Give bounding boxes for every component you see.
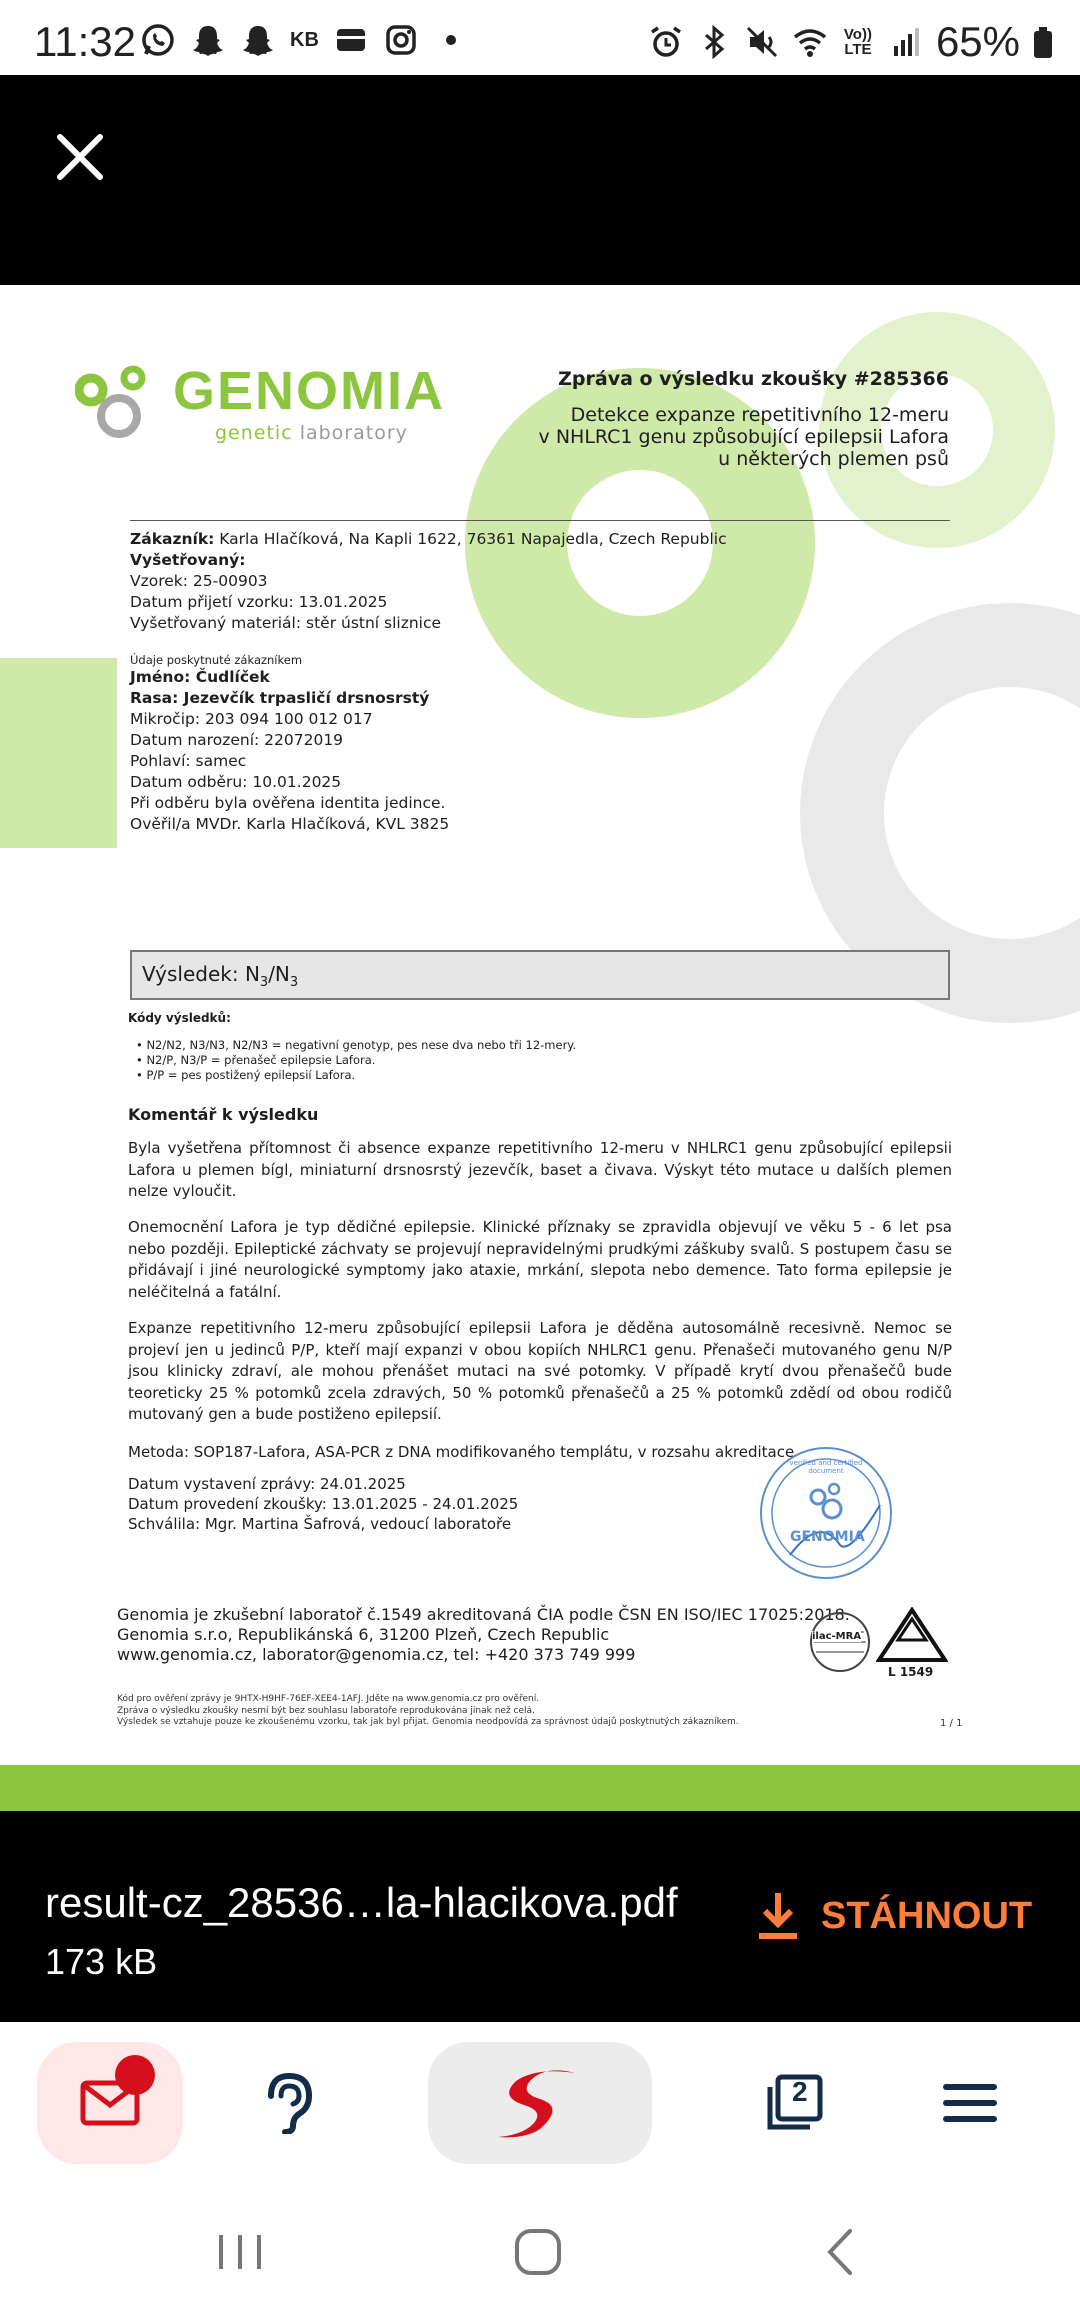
dates-block (128, 1474, 518, 1534)
identity-note: Při odběru byla ověřena identita jedince. (130, 794, 446, 812)
genomia-logo-icon (75, 360, 175, 440)
reproduction-note: Zpráva o výsledku zkoušky nesmí být bez souhlasu laboratoře reprodukována jinak než celá. (117, 1705, 535, 1716)
code-item: • P/P = pes postižený epilepsií Lafora. (136, 1068, 576, 1083)
result-genotype-sub: 3 (259, 975, 269, 990)
nav-tabs[interactable] (748, 2042, 840, 2164)
recents-icon[interactable] (205, 2217, 275, 2287)
customer-line: Zákazník: Karla Hlačíková, Na Kapli 1622, 76361 Napajedla, Czech Republic (130, 530, 727, 548)
home-icon[interactable] (503, 2217, 573, 2287)
snapchat-icon (240, 22, 276, 58)
app-bottom-nav (0, 2022, 1080, 2177)
microchip: Mikročip: 203 094 100 012 017 (130, 710, 373, 728)
report-subtitle-line: Detekce expanze repetitivního 12-meru (570, 404, 949, 426)
download-label: STÁHNOUT (821, 1894, 1033, 1937)
collection-date: Datum odběru: 10.01.2025 (130, 773, 342, 791)
file-size: 173 kB (45, 1941, 158, 1982)
result-genotype-sub: 3 (289, 975, 299, 990)
stamp-brand: GENOMIA (790, 1529, 865, 1545)
signal-icon (888, 24, 924, 60)
lab-number: L 1549 (888, 1665, 934, 1679)
battery-percent: 65% (935, 18, 1020, 65)
brand-s-logo-icon (485, 2063, 595, 2143)
decorative-band (0, 658, 117, 848)
birth-date: Datum narození: 22072019 (130, 731, 344, 749)
liability-note: Výsledek se vztahuje pouze ke zkoušenému vzorku, tak jak byl přijat. Genomia neodpovídá za správnost údajů poskytnutých zákazníkem. (117, 1717, 739, 1727)
sample-id: Vzorek: 25-00903 (130, 572, 268, 590)
tabs-count: 2 (792, 2076, 808, 2107)
ilac-mra-logo-icon (808, 1610, 872, 1674)
report-heading (539, 368, 949, 470)
volte-indicator: Vo)) LTE (843, 26, 872, 58)
method-line: Metoda: SOP187-Lafora, ASA-PCR z DNA modifikovaného templátu, v rozsahu akreditace (128, 1443, 795, 1461)
logo-tagline: genetic laboratory (215, 422, 408, 444)
viewer-header (0, 75, 1080, 285)
certification-stamp (760, 1447, 892, 1579)
nav-mail[interactable] (37, 2042, 183, 2164)
accreditation-line: Genomia je zkušební laboratoř č.1549 akreditovaná ČIA podle ČSN EN ISO/IEC 17025:2018. (117, 1605, 850, 1624)
file-name: result-cz_28536…la-hlacikova.pdf (45, 1879, 678, 1926)
codes-list (136, 1038, 576, 1083)
nav-home[interactable] (428, 2042, 652, 2164)
system-nav-bar (0, 2177, 1080, 2316)
animal-block (130, 653, 449, 835)
back-icon[interactable] (806, 2217, 876, 2287)
status-time: 11:32 (34, 18, 136, 65)
pdf-page (0, 285, 1080, 1765)
code-item: • N2/P, N3/P = přenašeč epilepsie Lafora. (136, 1053, 576, 1068)
stamp-caption: verified and certified document (789, 1459, 863, 1475)
unread-badge (115, 2055, 155, 2095)
alarm-icon (648, 24, 684, 60)
comment-paragraph: Onemocnění Lafora je typ dědičné epilepsie. Klinické příznaky se zpravidla objevují ve věku 5 - 6 let psa nebo později. Epileptické záchvaty se projevují nepravidelnými prudkými záškuby svalů. S postupem času se přidávají i jiné neurologické symptomy jako ataxie, mrkání, slepota nebo demence. Tato forma epilepsie je neléčitelná a fatální. (128, 1218, 952, 1301)
test-dates: Datum provedení zkoušky: 13.01.2025 - 24.01.2025 (128, 1495, 519, 1513)
download-button[interactable] (755, 1871, 1032, 1961)
contact-line: www.genomia.cz, laborator@genomia.cz, tel: +420 373 749 999 (117, 1645, 636, 1664)
notification-icons (140, 22, 469, 58)
animal-breed: Rasa: Jezevčík trpasličí drsnosrstý (130, 689, 430, 707)
status-bar (0, 0, 1080, 75)
mute-icon (744, 24, 780, 60)
battery-icon (1032, 24, 1054, 60)
animal-name: Jméno: Čudlíček (130, 668, 270, 686)
download-icon (755, 1889, 801, 1943)
codes-title: Kódy výsledků: (128, 1011, 231, 1025)
instagram-icon (383, 22, 419, 58)
page-bottom-strip (0, 1765, 1080, 1811)
wifi-icon (792, 24, 828, 60)
snapchat-icon (190, 22, 226, 58)
result-separator: /N (268, 962, 290, 986)
verified-by: Ověřil/a MVDr. Karla Hlačíková, KVL 3825 (130, 815, 450, 833)
report-title: Zpráva o výsledku zkoušky #285366 (558, 368, 949, 390)
bluetooth-icon (696, 24, 732, 60)
report-subtitle-line: u některých plemen psů (718, 448, 949, 470)
nav-menu[interactable] (935, 2042, 1005, 2164)
comment-paragraph: Byla vyšetřena přítomnost či absence expanze repetitivního 12-meru v NHLRC1 genu způsobující epilepsii Lafora u plemen bígl, miniaturní drsnosrstý jezevčík, baset a čivava. Výskyt této mutace u dalších plemen nelze vyloučit. (128, 1139, 952, 1200)
more-notifications-dot-icon (433, 22, 469, 58)
logo-wordmark: GENOMIA (173, 361, 446, 421)
nav-support[interactable] (242, 2042, 332, 2164)
wallet-icon (333, 22, 369, 58)
approved-by: Schválila: Mgr. Martina Šafrová, vedoucí laboratoře (128, 1515, 512, 1533)
carrier-tag: KB (290, 28, 319, 51)
ear-icon (259, 2072, 315, 2134)
issued-date: Datum vystavení zprávy: 24.01.2025 (128, 1475, 406, 1493)
result-label: Výsledek: N (142, 962, 260, 986)
menu-icon (943, 2083, 997, 2123)
report-subtitle-line: v NHLRC1 genu způsobující epilepsii Lafora (538, 426, 949, 448)
examined-label: Vyšetřovaný: (130, 551, 246, 569)
close-icon[interactable] (50, 127, 110, 187)
code-item: • N2/N2, N3/N3, N2/N3 = negativní genotyp, pes nese dva nebo tři 12-mery. (136, 1038, 576, 1053)
cia-accreditation-icon (876, 1607, 948, 1663)
divider (130, 520, 950, 521)
customer-block (130, 529, 727, 634)
accreditation-block (117, 1605, 850, 1665)
provided-note: Údaje poskytnuté zákazníkem (130, 653, 303, 667)
file-info-bar (0, 1811, 1080, 2022)
page-number: 1 / 1 (940, 1718, 963, 1729)
comment-title: Komentář k výsledku (128, 1105, 319, 1124)
whatsapp-icon (140, 22, 176, 58)
verification-code-line: Kód pro ověření zprávy je 9HTX-H9HF-76EF-XEE4-1AFJ. Jděte na www.genomia.cz pro ověření. (117, 1694, 540, 1704)
ilac-label: ilac-MRA (812, 1631, 862, 1642)
fine-print (117, 1694, 739, 1729)
result-box (130, 950, 950, 1000)
sample-material: Vyšetřovaný materiál: stěr ústní sliznice (130, 614, 442, 632)
comment-paragraph: Expanze repetitivního 12-meru způsobující epilepsii Lafora je děděna autosomálně recesivně. Nemoc se projeví jen u jedinců P/P, kteří mají expanzi v obou kopiích NHLRC1 genu. Přenašeči mutovaného genu N/P jsou klinicky zdraví, ale mohou přenášet mutaci na své potomky. V případě krytí dvou přenašečů bude teoreticky 25 % potomků zcela zdravých, 50 % potomků přenašečů a 25 % potomků zdědí od obou rodičů mutovaný gen a bude postiženo epilepsií. (128, 1319, 952, 1423)
received-date: Datum přijetí vzorku: 13.01.2025 (130, 593, 388, 611)
address-line: Genomia s.r.o, Republikánská 6, 31200 Plzeň, Czech Republic (117, 1625, 610, 1644)
system-status-icons (648, 18, 1054, 66)
sex: Pohlaví: samec (130, 752, 247, 770)
